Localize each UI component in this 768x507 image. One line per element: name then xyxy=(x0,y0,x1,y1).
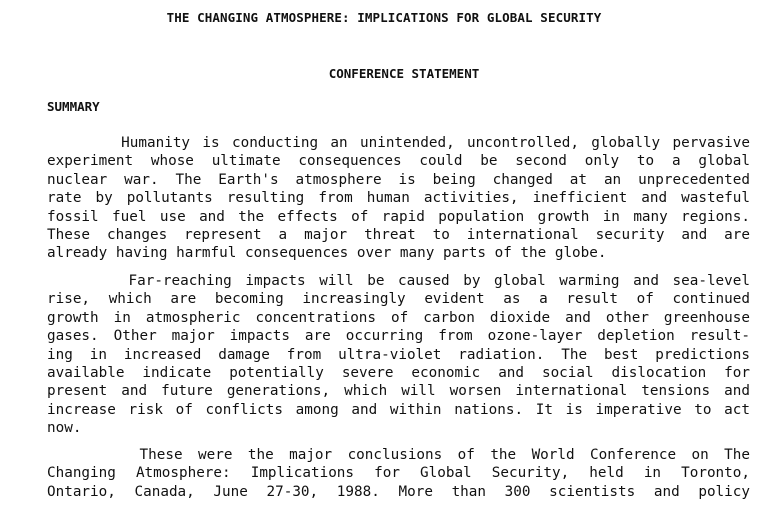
paragraph-line: available indicate potentially severe economic and social dislocation for xyxy=(47,364,750,381)
section-heading: SUMMARY xyxy=(47,99,100,114)
paragraph-1 xyxy=(47,134,750,263)
paragraph-line: growth in atmospheric concentrations of carbon dioxide and other greenhouse xyxy=(47,309,750,326)
paragraph-3 xyxy=(47,446,750,501)
paragraph-line: fossil fuel use and the effects of rapid population growth in many regions. xyxy=(47,208,750,225)
paragraph-line: experiment whose ultimate consequences could be second only to a global xyxy=(47,153,750,170)
document-subtitle: CONFERENCE STATEMENT xyxy=(328,66,480,81)
paragraph-line: now. xyxy=(47,420,82,437)
paragraph-line: present and future generations, which will worsen international tensions and xyxy=(47,383,750,400)
paragraph-line: Far-reaching impacts will be caused by global warming and sea-level xyxy=(47,273,750,289)
paragraph-line: Changing Atmosphere: Implications for Global Security, held in Toronto, xyxy=(47,465,750,482)
paragraph-line: nuclear war. The Earth's atmosphere is being changed at an unprecedented xyxy=(47,171,750,188)
paragraph-line: Ontario, Canada, June 27-30, 1988. More than 300 scientists and policy xyxy=(47,483,750,500)
paragraph-line: already having harmful consequences over many parts of the globe. xyxy=(47,245,607,262)
paragraph-line: gases. Other major impacts are occurring from ozone-layer depletion result- xyxy=(47,328,750,345)
paragraph-2 xyxy=(47,272,750,438)
paragraph-line: Humanity is conducting an unintended, uncontrolled, globally pervasive xyxy=(47,135,750,151)
paragraph-line: rise, which are becoming increasingly evident as a result of continued xyxy=(47,291,750,308)
paragraph-line: These were the major conclusions of the World Conference on The xyxy=(47,447,750,463)
paragraph-line: ing in increased damage from ultra-violet radiation. The best predictions xyxy=(47,346,750,363)
document-title: THE CHANGING ATMOSPHERE: IMPLICATIONS FOR GLOBAL SECURITY xyxy=(166,10,602,25)
paragraph-line: rate by pollutants resulting from human activities, inefficient and wasteful xyxy=(47,190,750,207)
paragraph-line: increase risk of conflicts among and within nations. It is imperative to act xyxy=(47,401,750,418)
paragraph-line: These changes represent a major threat to international security and are xyxy=(47,226,750,243)
